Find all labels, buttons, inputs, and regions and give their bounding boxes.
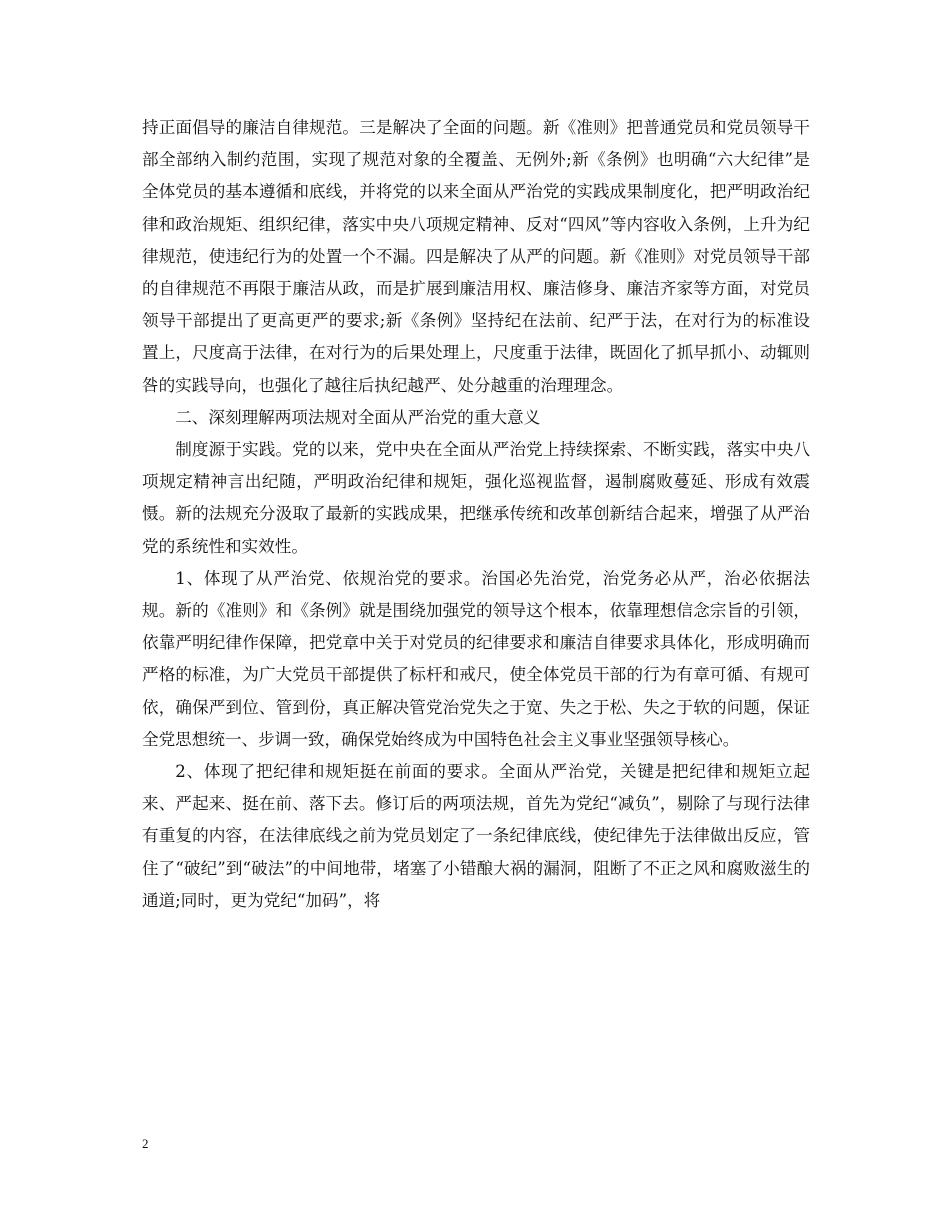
- paragraph-point-1: 1、体现了从严治党、依规治党的要求。治国必先治党，治党务必从严，治必依据法规。新的《准则》和《条例》就是围绕加强党的领导这个根本，依靠理想信念宗旨的引领，依靠严明纪律作保障，把党章中关于对党员的纪律要求和廉洁自律要求具体化，形成明确而严格的标准，为广大党员干部提供了标杆和戒尺，使全体党员干部的行为有章可循、有规可依，确保严到位、管到份，真正解决管党治党失之于宽、失之于松、失之于软的问题，保证全党思想统一、步调一致，确保党始终成为中国特色社会主义事业坚强领导核心。: [142, 568, 810, 749]
- paragraph-point-2: 2、体现了把纪律和规矩挺在前面的要求。全面从严治党，关键是把纪律和规矩立起来、严起来、挺在前、落下去。修订后的两项法规，首先为党纪“减负”，剔除了与现行法律有重复的内容，在法律底线之前为党员划定了一条纪律底线，使纪律先于法律做出反应，管住了“破纪”到“破法”的中间地带，堵塞了小错酿大祸的漏洞，阻断了不正之风和腐败滋生的通道;同时，更为党纪“加码”，将: [142, 762, 810, 910]
- section-heading: 二、深刻理解两项法规对全面从严治党的重大意义: [175, 407, 541, 427]
- body-text: [142, 112, 810, 917]
- paragraph-practice-origin: 制度源于实践。党的以来，党中央在全面从严治党上持续探索、不断实践，落实中央八项规定精神言出纪随，严明政治纪律和规矩，强化巡视监督，遏制腐败蔓延、形成有效震慑。新的法规充分汲取了最新的实践成果，把继承传统和改革创新结合起来，增强了从严治党的系统性和实效性。: [142, 440, 810, 556]
- page-number: 2: [142, 1136, 149, 1151]
- paragraph-continuation: 持正面倡导的廉洁自律规范。三是解决了全面的问题。新《准则》把普通党员和党员领导干部全部纳入制约范围，实现了规范对象的全覆盖、无例外;新《条例》也明确“六大纪律”是全体党员的基本遵循和底线，并将党的以来全面从严治党的实践成果制度化，把严明政治纪律和政治规矩、组织纪律，落实中央八项规定精神、反对“四风”等内容收入条例，上升为纪律规范，使违纪行为的处置一个不漏。四是解决了从严的问题。新《准则》对党员领导干部的自律规范不再限于廉洁从政，而是扩展到廉洁用权、廉洁修身、廉洁齐家等方面，对党员领导干部提出了更高更严的要求;新《条例》坚持纪在法前、纪严于法，在对行为的标准设置上，尺度高于法律，在对行为的后果处理上，尺度重于法律，既固化了抓早抓小、动辄则咎的实践导向，也强化了越往后执纪越严、处分越重的治理理念。: [142, 118, 810, 395]
